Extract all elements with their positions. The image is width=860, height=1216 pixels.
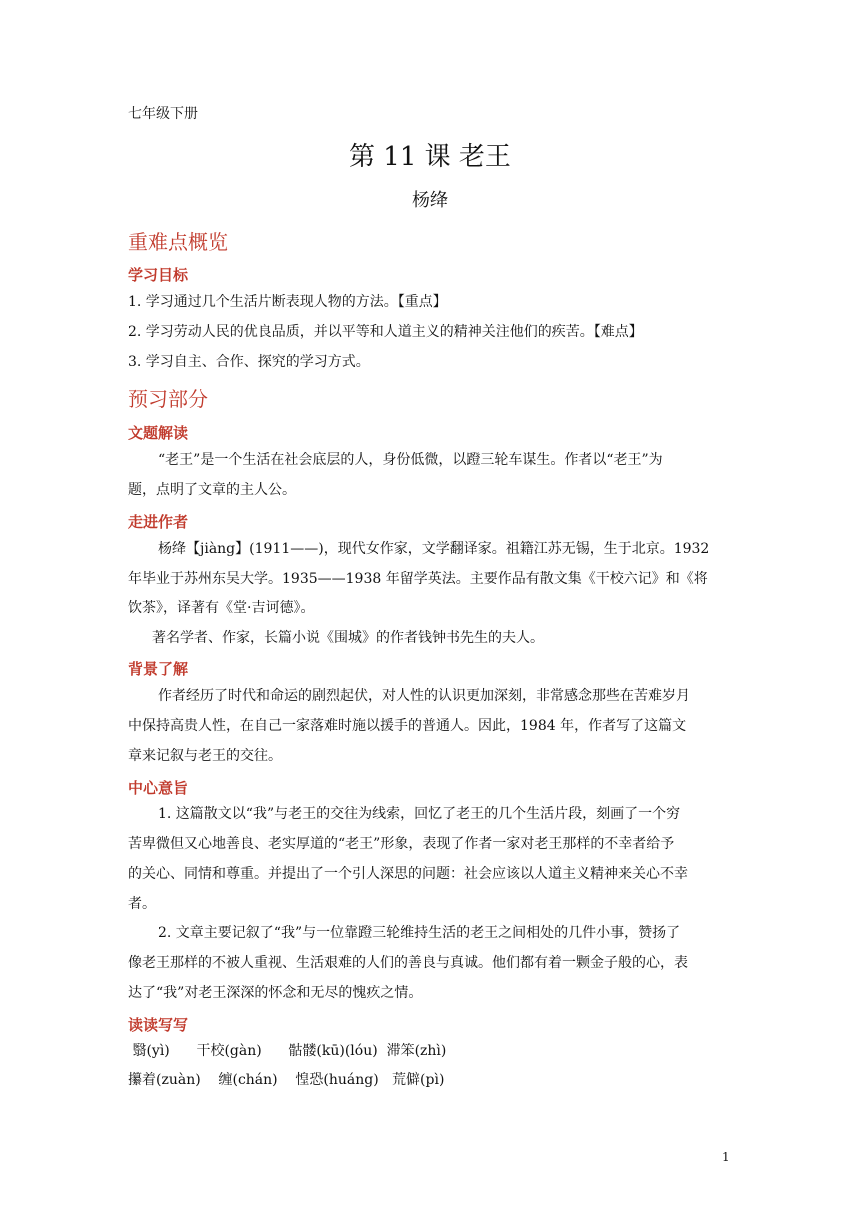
goal-item-3: 3. 学习自主、合作、探究的学习方式。: [128, 354, 370, 370]
central-idea-heading: 中心意旨: [128, 779, 189, 797]
goal-item-1: 1. 学习通过几个生活片断表现人物的方法。【重点】: [128, 294, 447, 310]
title-interpretation-line: 题，点明了文章的主人公。: [128, 482, 296, 498]
goal-item-2: 2. 学习劳动人民的优良品质，并以平等和人道主义的精神关注他们的疾苦。【难点】: [128, 324, 643, 340]
lesson-title: 第 11 课 老王: [349, 142, 511, 172]
about-author-line: 杨绛【jiàng】(1911——)，现代女作家，文学翻译家。祖籍江苏无锡，生于北京。1932: [158, 541, 710, 557]
central-idea-line: 的关心、同情和尊重。并提出了一个引人深思的问题：社会应该以人道主义精神来关心不幸: [128, 866, 688, 882]
vocab-row: 翳(yì) 干校(gàn) 骷髅(kū)(lóu) 滞笨(zhì): [128, 1043, 447, 1059]
background-line: 作者经历了时代和命运的剧烈起伏，对人性的认识更加深刻，非常感念那些在苦难岁月: [158, 688, 690, 704]
section-preview: 预习部分: [128, 387, 208, 411]
central-idea-line: 像老王那样的不被人重视、生活艰难的人们的善良与真诚。他们都有着一颗金子般的心，表: [128, 955, 688, 971]
background-line: 章来记叙与老王的交往。: [128, 748, 282, 764]
grade-label: 七年级下册: [128, 106, 198, 122]
page-number: 1: [722, 1150, 730, 1164]
vocab-row: 攥着(zuàn) 缠(chán) 惶恐(huáng) 荒僻(pì): [128, 1072, 445, 1088]
central-idea-line: 1. 这篇散文以“我”与老王的交往为线索，回忆了老王的几个生活片段，刻画了一个穷: [158, 806, 681, 822]
about-author-line: 饮茶》，译著有《堂·吉诃德》。: [128, 600, 315, 616]
read-write-heading: 读读写写: [128, 1016, 189, 1034]
central-idea-line: 者。: [128, 896, 156, 912]
background-line: 中保持高贵人性，在自己一家落难时施以援手的普通人。因此，1984 年，作者写了这篇文: [128, 718, 687, 734]
about-author-heading: 走进作者: [128, 513, 189, 531]
section-overview: 重难点概览: [128, 230, 228, 254]
background-heading: 背景了解: [128, 660, 189, 678]
goals-heading: 学习目标: [128, 266, 189, 284]
central-idea-line: 2. 文章主要记叙了“我”与一位靠蹬三轮维持生活的老王之间相处的几件小事，赞扬了: [158, 925, 681, 941]
title-interpretation-heading: 文题解读: [128, 424, 189, 442]
about-author-line: 年毕业于苏州东吴大学。1935——1938 年留学英法。主要作品有散文集《干校六记》和《将: [128, 571, 708, 587]
central-idea-line: 达了“我”对老王深深的怀念和无尽的愧疚之情。: [128, 985, 423, 1001]
lesson-author: 杨绛: [412, 190, 448, 211]
title-interpretation-line: “老王”是一个生活在社会底层的人，身份低微，以蹬三轮车谋生。作者以“老王”为: [158, 452, 663, 468]
central-idea-line: 苦卑微但又心地善良、老实厚道的“老王”形象，表现了作者一家对老王那样的不幸者给予: [128, 836, 675, 852]
about-author-line: 著名学者、作家，长篇小说《围城》的作者钱钟书先生的夫人。: [152, 630, 544, 646]
